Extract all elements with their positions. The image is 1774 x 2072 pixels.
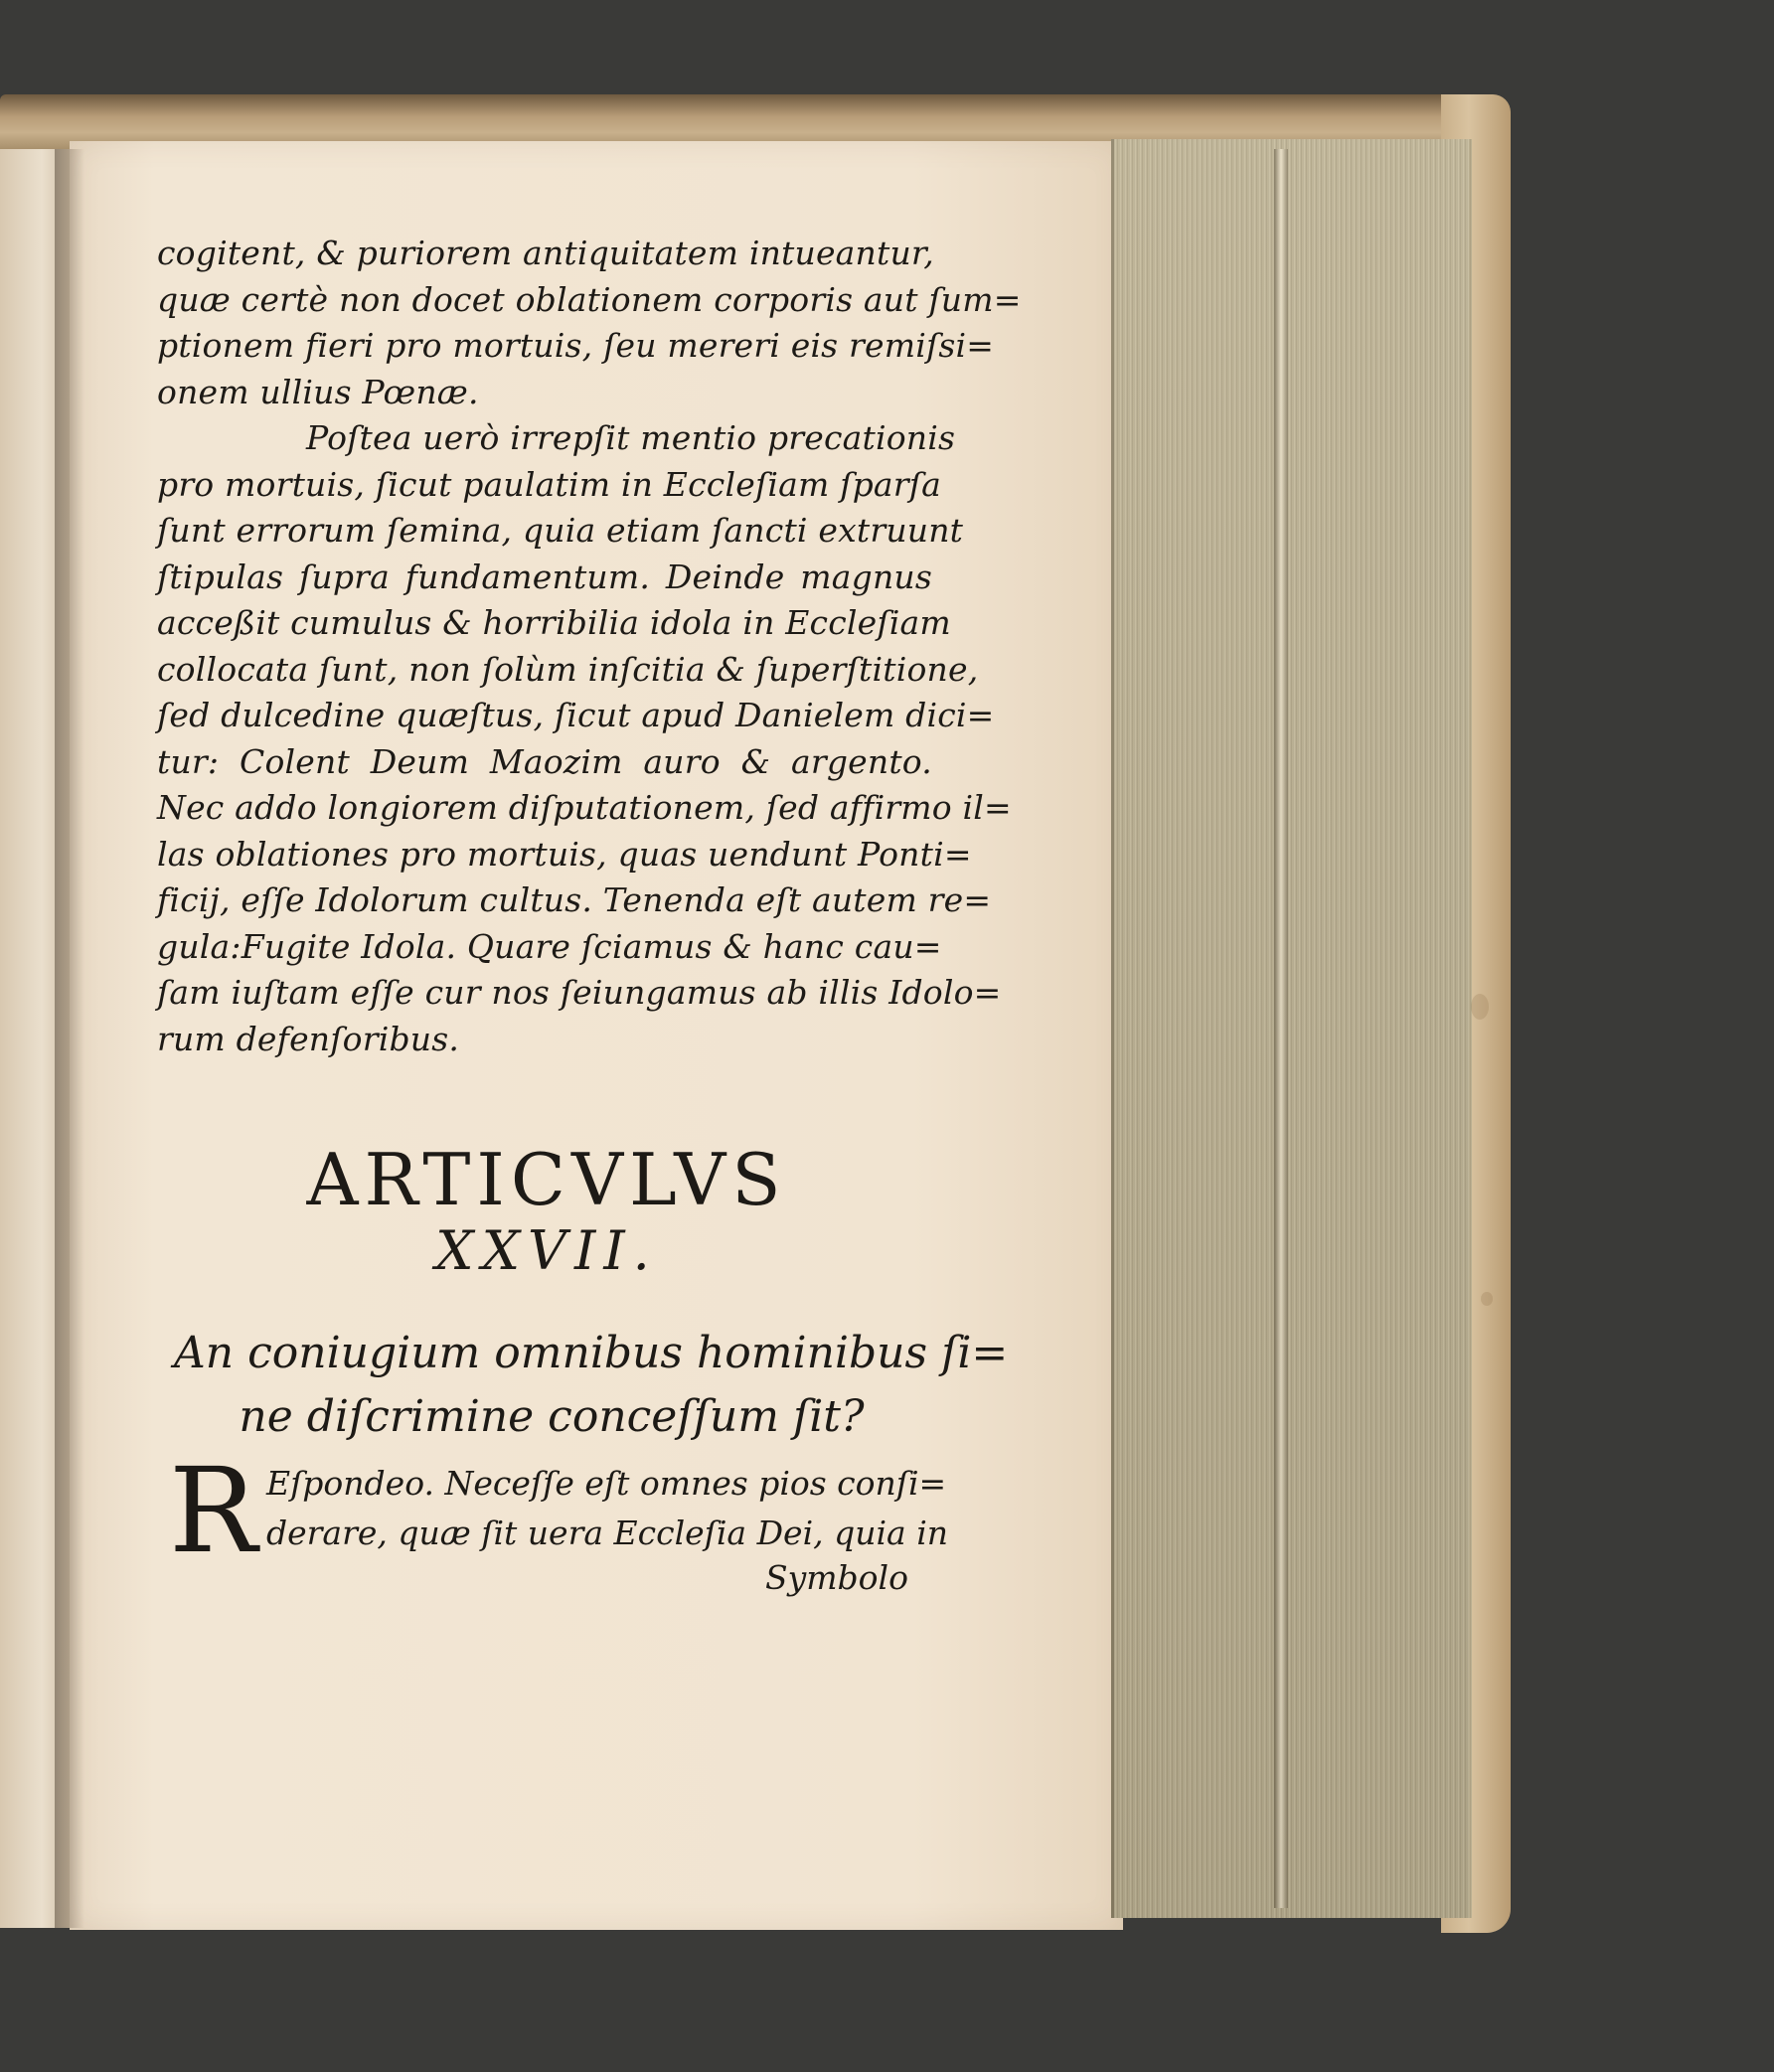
question-line: An coniugium omnibus hominibus ſi=	[174, 1328, 1009, 1378]
text-line: gula:Fugite Idola. Quare ſciamus & hanc cau=	[157, 926, 942, 966]
text-line: Nec addo longiorem diſputationem, ſed affirmo il=	[157, 788, 1012, 827]
drop-capital: R	[169, 1442, 257, 1579]
article-title: ARTICVLVS	[306, 1138, 787, 1221]
text-line: ſed dulcedine quæſtus, ſicut apud Danielem dici=	[157, 696, 995, 734]
catchword: Symbolo	[765, 1558, 908, 1597]
question-line: ne diſcrimine conceſſum ſit?	[239, 1391, 865, 1442]
foxing-stain	[1481, 1292, 1493, 1306]
article-heading	[199, 1138, 894, 1281]
answer-line: Eſpondeo. Neceſſe eſt omnes pios conſi=	[266, 1464, 947, 1503]
text-line: tur: Colent Deum Maozim auro & argento.	[157, 741, 932, 781]
gutter-shadow	[55, 149, 84, 1928]
text-line: cogitent, & puriorem antiquitatem intueantur,	[157, 234, 934, 272]
text-line: ſunt errorum ſemina, quia etiam ſancti extruunt	[157, 511, 964, 550]
text-line: las oblationes pro mortuis, quas uendunt Ponti=	[157, 834, 972, 874]
text-line: onem ullius Pœnæ.	[157, 372, 479, 411]
text-line: Poſtea uerò irrepſit mentio precationis	[306, 418, 956, 457]
text-line: quæ certè non docet oblationem corporis aut ſum=	[157, 279, 1022, 319]
text-line: ſtipulas ſupra fundamentum. Deinde magnus	[157, 557, 932, 596]
text-line: rum defenſoribus.	[157, 1019, 460, 1058]
text-line: pro mortuis, ſicut paulatim in Eccleſiam ſparſa	[157, 464, 942, 504]
foxing-stain	[1471, 994, 1489, 1020]
answer-line: derare, quæ ſit uera Eccleſia Dei, quia in	[266, 1514, 949, 1552]
text-line: ſam iuſtam eſſe cur nos ſeiungamus ab illis Idolo=	[157, 973, 1002, 1012]
article-question	[174, 1322, 1009, 1449]
page-block-shade	[1111, 139, 1469, 1918]
article-number: XXVII.	[435, 1219, 658, 1282]
text-line: collocata ſunt, non ſolùm inſcitia & ſuperſtitione,	[157, 649, 979, 689]
text-line: ptionem fieri pro mortuis, ſeu mereri eis remiſsi=	[157, 326, 995, 365]
text-line: ficij, eſſe Idolorum cultus. Tenenda eſt autem re=	[157, 880, 992, 919]
text-line: acceßit cumulus & horribilia idola in Eccleſiam	[157, 603, 951, 642]
body-text	[157, 231, 1022, 1062]
